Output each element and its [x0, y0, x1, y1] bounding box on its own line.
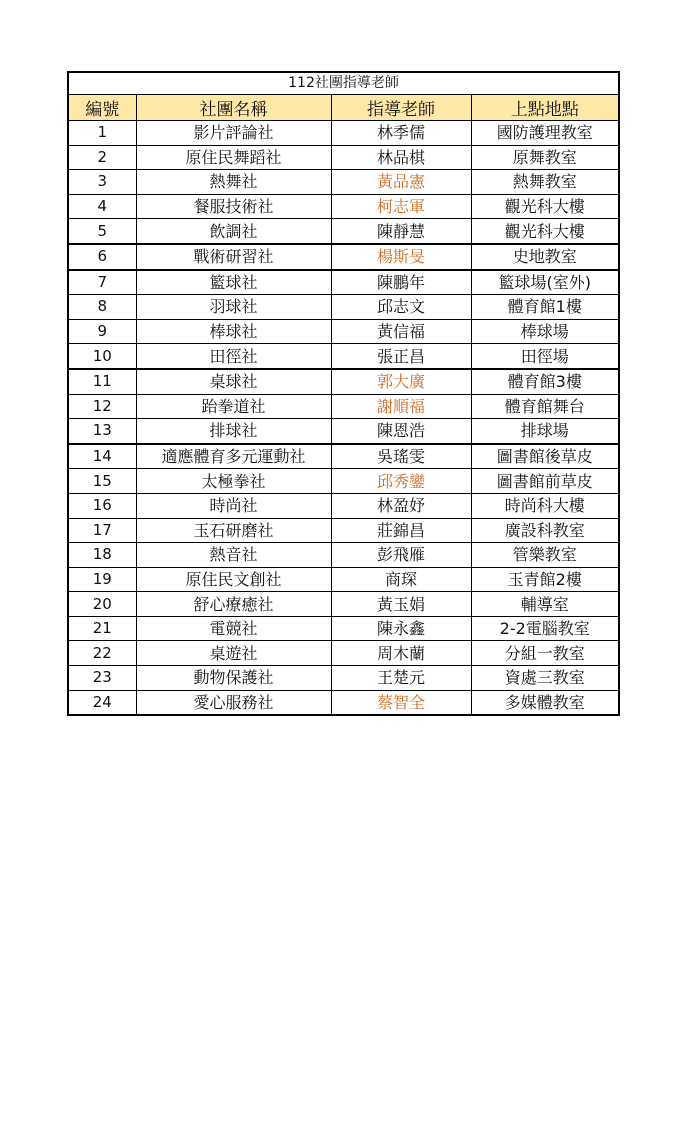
teacher-name-cell: 謝順福 — [331, 394, 471, 419]
teacher-name-cell: 黃玉娟 — [331, 592, 471, 617]
location-cell: 史地教室 — [471, 244, 618, 270]
club-name-cell: 餐服技術社 — [136, 194, 331, 219]
row-number-cell: 16 — [69, 493, 136, 518]
location-cell: 廣設科教室 — [471, 518, 618, 543]
club-name-cell: 影片評論社 — [136, 121, 331, 146]
location-cell: 觀光科大樓 — [471, 194, 618, 219]
table-header-row — [69, 95, 618, 121]
teacher-name-cell: 陳鵬年 — [331, 270, 471, 295]
teacher-name-cell: 莊錦昌 — [331, 518, 471, 543]
table-row — [69, 270, 618, 295]
location-cell: 體育館3樓 — [471, 369, 618, 394]
row-number-cell: 20 — [69, 592, 136, 617]
teacher-name-cell: 陳恩浩 — [331, 419, 471, 444]
club-name-cell: 原住民文創社 — [136, 567, 331, 592]
club-name-cell: 桌遊社 — [136, 641, 331, 666]
teacher-name-cell: 林品棋 — [331, 145, 471, 170]
location-cell: 圖書館前草皮 — [471, 469, 618, 494]
row-number-cell: 7 — [69, 270, 136, 295]
club-name-cell: 棒球社 — [136, 319, 331, 344]
club-name-cell: 飲調社 — [136, 219, 331, 244]
column-header-place: 上點地點 — [471, 95, 618, 121]
table-row — [69, 170, 618, 195]
location-cell: 原舞教室 — [471, 145, 618, 170]
club-name-cell: 籃球社 — [136, 270, 331, 295]
table-row — [69, 469, 618, 494]
row-number-cell: 5 — [69, 219, 136, 244]
table-row — [69, 641, 618, 666]
location-cell: 觀光科大樓 — [471, 219, 618, 244]
table-row — [69, 518, 618, 543]
location-cell: 輔導室 — [471, 592, 618, 617]
teacher-name-cell: 周木蘭 — [331, 641, 471, 666]
club-advisor-table — [67, 71, 620, 716]
table-row — [69, 295, 618, 320]
teacher-name-cell: 陳永鑫 — [331, 616, 471, 641]
location-cell: 籃球場(室外) — [471, 270, 618, 295]
teacher-name-cell: 吳瑤雯 — [331, 444, 471, 469]
teacher-name-cell: 陳靜慧 — [331, 219, 471, 244]
row-number-cell: 22 — [69, 641, 136, 666]
club-name-cell: 田徑社 — [136, 344, 331, 369]
club-name-cell: 熱舞社 — [136, 170, 331, 195]
row-number-cell: 10 — [69, 344, 136, 369]
row-number-cell: 19 — [69, 567, 136, 592]
teacher-name-cell: 邱秀鑾 — [331, 469, 471, 494]
location-cell: 田徑場 — [471, 344, 618, 369]
row-number-cell: 21 — [69, 616, 136, 641]
row-number-cell: 24 — [69, 690, 136, 714]
teacher-name-cell: 王楚元 — [331, 666, 471, 691]
location-cell: 國防護理教室 — [471, 121, 618, 146]
location-cell: 玉青館2樓 — [471, 567, 618, 592]
table-row — [69, 194, 618, 219]
column-header-club: 社團名稱 — [136, 95, 331, 121]
teacher-name-cell: 邱志文 — [331, 295, 471, 320]
teacher-name-cell: 郭大廣 — [331, 369, 471, 394]
teacher-name-cell: 楊斯旻 — [331, 244, 471, 270]
table-row — [69, 219, 618, 244]
teacher-name-cell: 林季儒 — [331, 121, 471, 146]
table-row — [69, 493, 618, 518]
row-number-cell: 3 — [69, 170, 136, 195]
row-number-cell: 17 — [69, 518, 136, 543]
club-name-cell: 愛心服務社 — [136, 690, 331, 714]
column-header-teacher: 指導老師 — [331, 95, 471, 121]
teacher-name-cell: 黃信福 — [331, 319, 471, 344]
row-number-cell: 12 — [69, 394, 136, 419]
column-header-number: 編號 — [69, 95, 136, 121]
table-row — [69, 616, 618, 641]
club-name-cell: 桌球社 — [136, 369, 331, 394]
club-name-cell: 戰術研習社 — [136, 244, 331, 270]
location-cell: 棒球場 — [471, 319, 618, 344]
table-row — [69, 666, 618, 691]
teacher-name-cell: 商琛 — [331, 567, 471, 592]
location-cell: 時尚科大樓 — [471, 493, 618, 518]
location-cell: 2-2電腦教室 — [471, 616, 618, 641]
row-number-cell: 8 — [69, 295, 136, 320]
location-cell: 管樂教室 — [471, 543, 618, 568]
table-row — [69, 543, 618, 568]
location-cell: 圖書館後草皮 — [471, 444, 618, 469]
table-row — [69, 567, 618, 592]
teacher-name-cell: 柯志軍 — [331, 194, 471, 219]
teacher-name-cell: 林盈妤 — [331, 493, 471, 518]
table-row — [69, 592, 618, 617]
row-number-cell: 2 — [69, 145, 136, 170]
table-row — [69, 419, 618, 444]
teacher-name-cell: 黃品憲 — [331, 170, 471, 195]
table-row — [69, 121, 618, 146]
row-number-cell: 6 — [69, 244, 136, 270]
location-cell: 分組一教室 — [471, 641, 618, 666]
row-number-cell: 1 — [69, 121, 136, 146]
location-cell: 多媒體教室 — [504, 692, 585, 712]
row-number-cell: 15 — [69, 469, 136, 494]
row-number-cell: 9 — [69, 319, 136, 344]
club-name-cell: 玉石研磨社 — [136, 518, 331, 543]
advisor-table-grid — [69, 95, 618, 714]
table-row — [69, 394, 618, 419]
row-number-cell: 4 — [69, 194, 136, 219]
club-name-cell: 電競社 — [136, 616, 331, 641]
club-name-cell: 跆拳道社 — [136, 394, 331, 419]
table-row — [69, 244, 618, 270]
club-name-cell: 舒心療癒社 — [136, 592, 331, 617]
club-name-cell: 原住民舞蹈社 — [136, 145, 331, 170]
club-name-cell: 排球社 — [136, 419, 331, 444]
club-name-cell: 動物保護社 — [136, 666, 331, 691]
row-number-cell: 11 — [69, 369, 136, 394]
teacher-name-cell: 蔡智全 — [331, 690, 471, 714]
teacher-name-cell: 彭飛雁 — [331, 543, 471, 568]
table-row — [69, 444, 618, 469]
row-number-cell: 23 — [69, 666, 136, 691]
row-number-cell: 13 — [69, 419, 136, 444]
club-name-cell: 適應體育多元運動社 — [136, 444, 331, 469]
row-number-cell: 14 — [69, 444, 136, 469]
location-cell: 排球場 — [471, 419, 618, 444]
row-number-cell: 18 — [69, 543, 136, 568]
location-cell: 熱舞教室 — [471, 170, 618, 195]
table-row — [69, 319, 618, 344]
table-row — [69, 690, 618, 714]
table-row — [69, 145, 618, 170]
location-cell: 體育館舞台 — [471, 394, 618, 419]
club-name-cell: 時尚社 — [136, 493, 331, 518]
club-name-cell: 太極拳社 — [136, 469, 331, 494]
teacher-name-cell: 張正昌 — [331, 344, 471, 369]
club-name-cell: 熱音社 — [136, 543, 331, 568]
table-title: 112社團指導老師 — [69, 73, 618, 95]
table-row — [69, 369, 618, 394]
table-row — [69, 344, 618, 369]
club-name-cell: 羽球社 — [136, 295, 331, 320]
location-cell: 資處三教室 — [471, 666, 618, 691]
location-cell: 體育館1樓 — [471, 295, 618, 320]
